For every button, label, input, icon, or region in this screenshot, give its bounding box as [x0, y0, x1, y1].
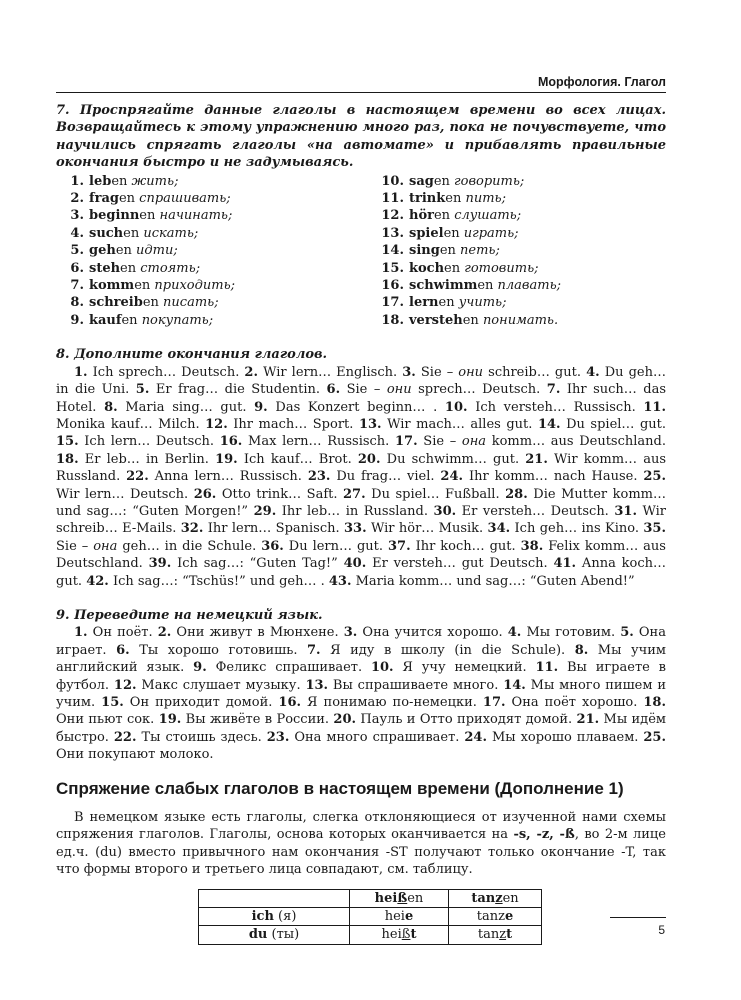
verb-item: 5. gehen идти; [70, 243, 178, 259]
verb-item: 4. suchen искать; [70, 225, 199, 241]
verb-item: 17. lernen учить; [381, 295, 507, 311]
exercise-7-title: 7. Проспрягайте данные глаголы в настоящем времени во всех лицах. Возвращайтесь к этому упражнению много раз, пока не почувствуете, что научились спрягать глаголы «на автомате» и прибавлять правильные окончания быстро и не задумываясь. [56, 103, 666, 171]
table-form-cell: tanze [449, 908, 542, 926]
verb-item: 12. hören слушать; [381, 208, 522, 224]
table-pronoun-cell: du (ты) [199, 926, 350, 944]
verb-item: 13. spielen играть; [381, 225, 519, 241]
exercise-9-title: 9. Переведите на немецкий язык. [56, 607, 323, 623]
exercise-8-title: 8. Дополните окончания глаголов. [56, 347, 328, 363]
page-header [56, 70, 666, 93]
verb-item: 3. beginnen начинать; [70, 208, 233, 224]
verb-item: 9. kaufen покупать; [70, 312, 214, 328]
table-form-cell: heißt [350, 926, 449, 944]
table-form-cell: heie [350, 908, 449, 926]
verb-item: 2. fragen спрашивать; [70, 191, 231, 207]
verb-item: 11. trinken пить; [381, 191, 506, 207]
table-header-row [199, 889, 542, 907]
table-head-tanzen: tanzen [449, 889, 542, 907]
conjugation-table [198, 889, 542, 945]
exercise-9-text: 1. Он поёт. 2. Они живут в Мюнхене. 3. Она учится хорошо. 4. Мы готовим. 5. Она играет. 6. Ты хорошо готовишь. 7. Я иду в школу (in die Schule). 8. Мы учим английский язык. 9. Феликс спрашивает. 10. Я учу немецкий. 11. Вы играете в футбол. 12. Макс слушает музыку. 13. Вы спрашиваете много. 14. Мы много пишем и учим. 15. Он приходит домой. 16. Я понимаю по-немецки. 17. Она поёт хорошо. 18. Они пьют сок. 19. Вы живёте в России. 20. Пауль и Отто приходят домой. 21. Мы идём быстро. 22. Ты стоишь здесь. 23. Она много спрашивает. 24. Мы хорошо плаваем. 25. Они покупают молоко. [56, 625, 667, 763]
verb-column-right [366, 173, 666, 330]
running-title: Морфология. Глагол [538, 75, 666, 89]
table-form-cell: tanzt [449, 926, 542, 944]
table-row [199, 908, 542, 926]
footer-rule [610, 917, 666, 918]
table-pronoun-cell: ich (я) [199, 908, 350, 926]
verb-item: 16. schwimmen плавать; [381, 278, 562, 294]
page-content [56, 102, 666, 945]
verb-item: 18. verstehen понимать. [381, 312, 559, 328]
verb-item: 10. sagen говорить; [381, 173, 525, 189]
verb-list [56, 173, 666, 330]
verb-item: 15. kochen готовить; [381, 260, 539, 276]
verb-item: 7. kommen приходить; [70, 278, 236, 294]
page-number: 5 [658, 923, 665, 937]
section-paragraph: В немецком языке есть глаголы, слегка отклоняющиеся от изученной нами схемы спряжения глаголов. Глаголы, основа которых оканчивается на -s, -z, -ß, во 2-м лице ед.ч. (du) вместо привычного нам окончания -ST получают только окончание -T, так что формы второго и третьего лица совпадают, см. таблицу. [56, 810, 666, 878]
verb-column-left [56, 173, 366, 330]
verb-item: 1. leben жить; [70, 173, 179, 189]
table-row [199, 926, 542, 944]
exercise-8-text: 1. Ich sprech… Deutsch. 2. Wir lern… Englisch. 3. Sie – они schreib… gut. 4. Du geh… in die Uni. 5. Er frag… die Studentin. 6. Sie – они sprech… Deutsch. 7. Ihr such… das Hotel. 8. Maria sing… gut. 9. Das Konzert beginn… . 10. Ich versteh… Russisch. 11. Monika kauf… Milch. 12. Ihr mach… Sport. 13. Wir mach… alles gut. 14. Du spiel… gut. 15. Ich lern… Deutsch. 16. Max lern… Russisch. 17. Sie – она komm… aus Deutschland. 18. Er leb… in Berlin. 19. Ich kauf… Brot. 20. Du schwimm… gut. 21. Wir komm… aus Russland. 22. Anna lern… Russisch. 23. Du frag… viel. 24. Ihr komm… nach Hause. 25. Wir lern… Deutsch. 26. Otto trink… Saft. 27. Du spiel… Fußball. 28. Die Mutter komm… und sag…: “Guten Morgen!” 29. Ihr leb… in Russland. 30. Er versteh… Deutsch. 31. Wir schreib… E-Mails. 32. Ihr lern… Spanisch. 33. Wir hör… Musik. 34. Ich geh… ins Kino. 35. Sie – она geh… in die Schule. 36. Du lern… gut. 37. Ihr koch… gut. 38. Felix komm… aus Deutschland. 39. Ich sag…: “Guten Tag!” 40. Er versteh… gut Deutsch. 41. Anna koch… gut. 42. Ich sag…: “Tschüs!” und geh… . 43. Maria komm… und sag…: “Guten Abend!” [56, 364, 667, 589]
table-head-heissen: heißen [350, 889, 449, 907]
verb-item: 6. stehen стоять; [70, 260, 201, 276]
verb-item: 14. singen петь; [381, 243, 500, 259]
table-corner-cell [199, 889, 350, 907]
section-heading: Спряжение слабых глаголов в настоящем времени (Дополнение 1) [56, 778, 624, 798]
verb-item: 8. schreiben писать; [70, 295, 219, 311]
